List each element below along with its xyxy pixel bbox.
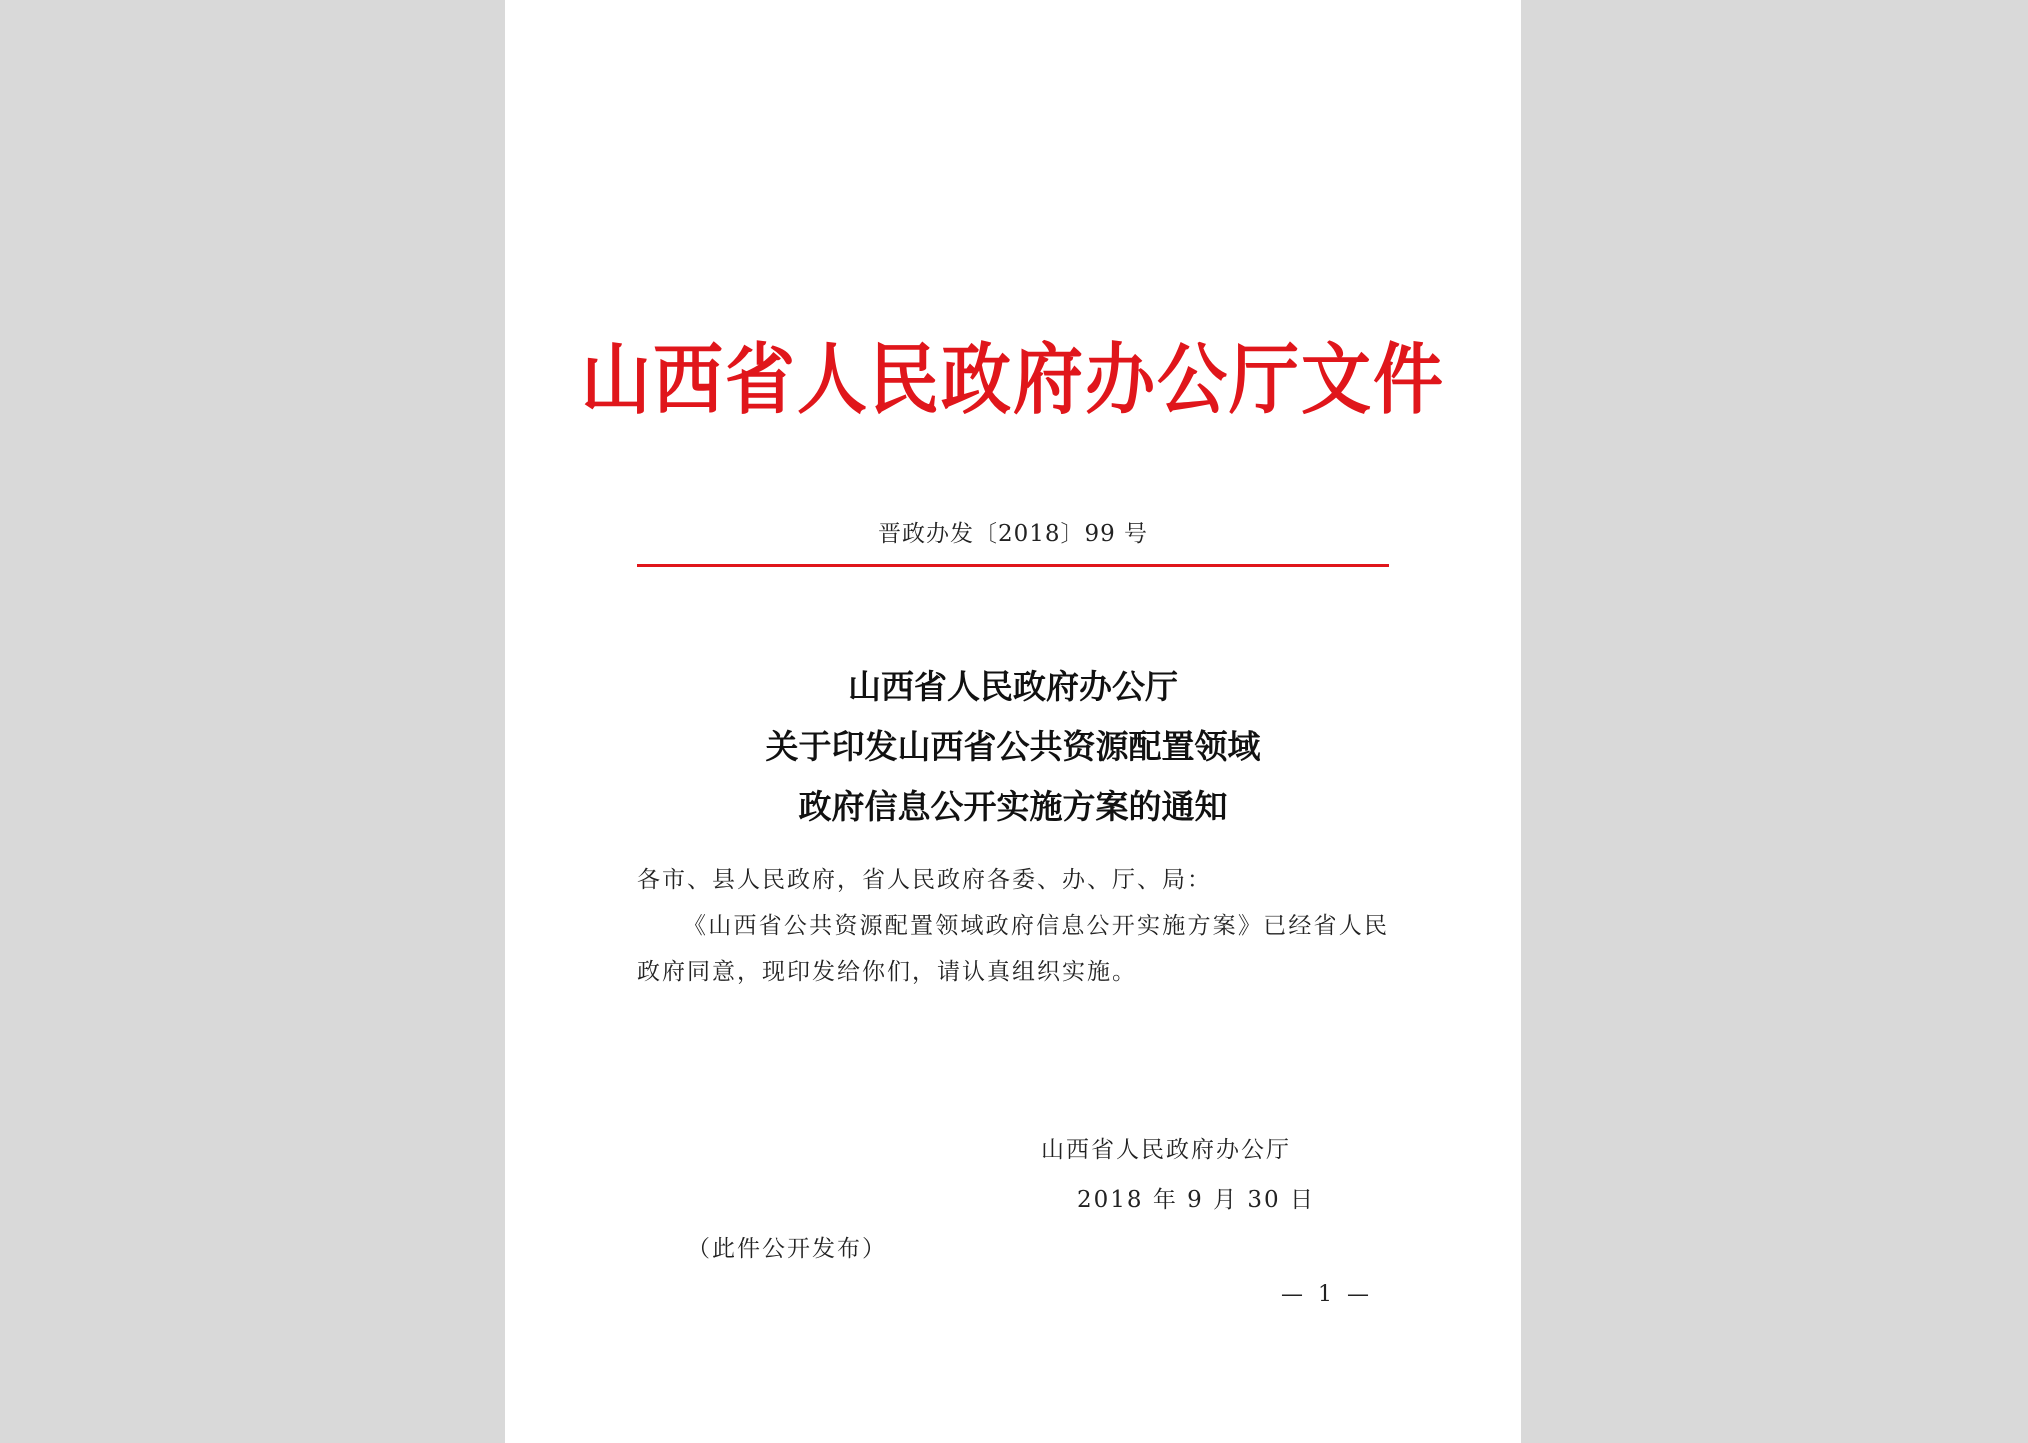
notice-title-line: 政府信息公开实施方案的通知 [798,787,1228,826]
notice-title-line: 关于印发山西省公共资源配置领域 [765,727,1261,766]
page-number: — 1 — [1281,1282,1373,1307]
signature-organization: 山西省人民政府办公厅 [1041,1137,1291,1163]
notice-title-line: 山西省人民政府办公厅 [848,667,1178,706]
red-header-title: 山西省人民政府办公厅文件 [581,333,1445,426]
notice-title [505,657,1521,837]
salutation: 各市、县人民政府，省人民政府各委、办、厅、局： [637,867,1212,893]
document-page [505,0,1521,1443]
red-divider-line [637,564,1389,567]
public-release-note: （此件公开发布） [687,1236,887,1262]
signature-date: 2018 年 9 月 30 日 [1077,1187,1315,1213]
body-paragraph: 《山西省公共资源配置领域政府信息公开实施方案》已经省人民政府同意，现印发给你们，请认真组织实施。 [637,913,1389,985]
document-number: 晋政办发〔2018〕99 号 [877,521,1149,547]
